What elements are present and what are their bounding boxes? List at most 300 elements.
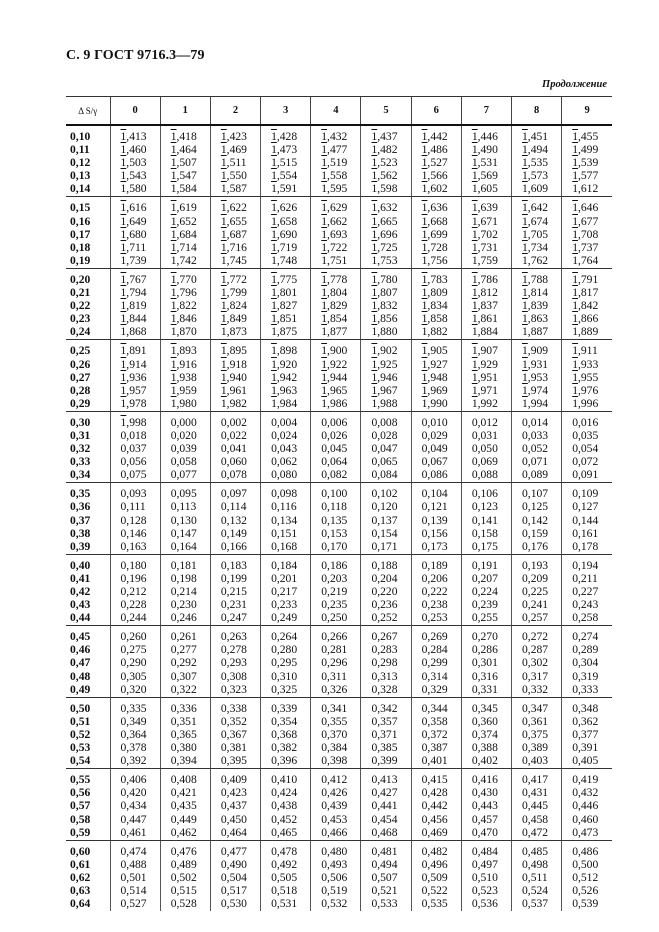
table-value: 1,662 bbox=[321, 214, 348, 228]
negative-characteristic: 1 bbox=[471, 383, 478, 397]
table-row-group bbox=[66, 268, 612, 339]
negative-characteristic: 1 bbox=[170, 143, 177, 157]
table-value: 0,476 bbox=[170, 844, 197, 858]
negative-characteristic: 1 bbox=[271, 201, 277, 215]
table-value: 0,470 bbox=[471, 825, 498, 839]
table-value: 0,064 bbox=[321, 455, 348, 469]
table-value: 0,132 bbox=[220, 513, 247, 527]
table-value: 0,173 bbox=[421, 539, 448, 553]
negative-characteristic: 1 bbox=[170, 396, 177, 410]
table-value: 0,004 bbox=[271, 415, 298, 429]
negative-characteristic: 1 bbox=[371, 299, 378, 313]
table-value: 0,247 bbox=[220, 611, 247, 625]
table-value: 0,217 bbox=[271, 585, 298, 598]
table-value: 0,385 bbox=[371, 741, 398, 755]
table-value: 1,877 bbox=[321, 325, 348, 339]
table-value: 0,114 bbox=[220, 500, 247, 514]
table-value: 0,438 bbox=[271, 799, 298, 813]
table-value: 0,535 bbox=[421, 897, 448, 911]
table-value: 0,209 bbox=[522, 571, 549, 585]
table-value: 0,368 bbox=[271, 727, 298, 741]
negative-characteristic: 1 bbox=[471, 370, 478, 384]
table-value: 0,333 bbox=[572, 682, 599, 696]
negative-characteristic: 1 bbox=[120, 370, 127, 384]
table-value: 0,406 bbox=[120, 773, 147, 787]
negative-characteristic: 1 bbox=[471, 143, 478, 157]
table-value: 0,348 bbox=[572, 701, 599, 715]
table-value: 0,127 bbox=[572, 500, 599, 514]
table-value: 1,719 bbox=[271, 240, 298, 254]
negative-characteristic: 1 bbox=[421, 130, 428, 143]
table-value: 1,629 bbox=[321, 201, 348, 215]
table-value: 0,293 bbox=[220, 656, 247, 670]
table-value: 1,778 bbox=[321, 272, 348, 286]
negative-characteristic: 1 bbox=[421, 240, 428, 254]
table-value: 0,396 bbox=[271, 754, 298, 768]
table-value: 0,298 bbox=[371, 656, 398, 670]
negative-characteristic: 1 bbox=[371, 169, 378, 183]
value-cell bbox=[311, 697, 361, 768]
table-value: 0,252 bbox=[371, 611, 398, 625]
negative-characteristic: 1 bbox=[471, 240, 478, 254]
negative-characteristic: 1 bbox=[421, 299, 428, 313]
table-value: 1,812 bbox=[471, 286, 498, 300]
table-value: 1,432 bbox=[321, 130, 348, 143]
negative-characteristic: 1 bbox=[522, 169, 528, 183]
table-value: 1,716 bbox=[220, 240, 247, 254]
value-cell bbox=[261, 411, 311, 482]
negative-characteristic: 1 bbox=[220, 286, 227, 300]
negative-characteristic: 1 bbox=[220, 214, 227, 228]
negative-characteristic: 1 bbox=[371, 130, 378, 143]
table-value: 0,230 bbox=[170, 598, 197, 612]
value-cell bbox=[261, 840, 311, 911]
table-value: 0,365 bbox=[170, 727, 197, 741]
table-value: 0,536 bbox=[471, 897, 498, 911]
table-value: 0,091 bbox=[572, 468, 599, 482]
negative-characteristic: 1 bbox=[271, 130, 277, 143]
table-value: 1,413 bbox=[120, 130, 147, 143]
negative-characteristic: 1 bbox=[522, 299, 528, 313]
value-cell bbox=[562, 125, 612, 197]
table-value: 1,946 bbox=[371, 370, 398, 384]
table-value: 0,263 bbox=[220, 630, 247, 644]
negative-characteristic: 1 bbox=[572, 130, 578, 143]
table-value: 0,445 bbox=[522, 799, 549, 813]
table-value: 0,250 bbox=[321, 611, 348, 625]
row-key: 0,49 bbox=[70, 682, 91, 696]
table-value: 0,325 bbox=[271, 682, 298, 696]
column-header: 7 bbox=[461, 97, 511, 126]
negative-characteristic: 1 bbox=[170, 253, 177, 267]
value-cell bbox=[361, 483, 411, 554]
table-value: 1,764 bbox=[572, 253, 599, 267]
table-value: 0,228 bbox=[120, 598, 147, 612]
table-value: 0,181 bbox=[170, 558, 197, 572]
negative-characteristic: 1 bbox=[572, 201, 578, 215]
table-value: 0,219 bbox=[321, 585, 348, 598]
table-value: 0,116 bbox=[271, 500, 297, 514]
table-value: 1,794 bbox=[120, 286, 147, 300]
negative-characteristic: 1 bbox=[120, 169, 127, 183]
row-key: 0,20 bbox=[70, 272, 91, 286]
negative-characteristic: 1 bbox=[220, 253, 227, 267]
negative-characteristic: 1 bbox=[421, 227, 428, 241]
negative-characteristic: 1 bbox=[522, 286, 528, 300]
table-value: 0,462 bbox=[170, 825, 197, 839]
negative-characteristic: 1 bbox=[471, 312, 478, 326]
table-value: 1,550 bbox=[220, 169, 247, 183]
negative-characteristic: 1 bbox=[522, 156, 528, 170]
column-header: 6 bbox=[411, 97, 461, 126]
negative-characteristic: 1 bbox=[471, 286, 478, 300]
table-value: 0,238 bbox=[421, 598, 448, 612]
negative-characteristic: 1 bbox=[421, 396, 428, 410]
table-value: 0,478 bbox=[271, 844, 298, 858]
negative-characteristic: 1 bbox=[371, 286, 378, 300]
negative-characteristic: 1 bbox=[572, 357, 578, 371]
negative-characteristic: 1 bbox=[421, 253, 428, 267]
table-value: 0,244 bbox=[120, 611, 147, 625]
table-value: 1,490 bbox=[471, 143, 498, 157]
table-value: 0,377 bbox=[572, 727, 599, 741]
table-value: 0,161 bbox=[572, 526, 599, 540]
table-value: 0,095 bbox=[170, 487, 197, 501]
table-value: 0,139 bbox=[421, 513, 448, 527]
table-value: 0,492 bbox=[271, 857, 298, 871]
table-value: 0,000 bbox=[170, 415, 197, 429]
table-value: 0,352 bbox=[220, 714, 247, 728]
negative-characteristic: 1 bbox=[471, 272, 478, 286]
table-value: 0,354 bbox=[271, 714, 298, 728]
value-cell bbox=[562, 626, 612, 697]
column-header: 8 bbox=[512, 97, 562, 126]
table-value: 0,457 bbox=[471, 812, 498, 826]
negative-characteristic: 1 bbox=[471, 227, 478, 241]
table-value: 0,389 bbox=[522, 741, 549, 755]
table-value: 1,882 bbox=[421, 325, 448, 339]
negative-characteristic: 1 bbox=[572, 143, 578, 157]
negative-characteristic: 1 bbox=[371, 312, 378, 326]
table-value: 0,339 bbox=[271, 701, 298, 715]
table-value: 1,428 bbox=[271, 130, 298, 143]
table-value: 0,510 bbox=[471, 870, 498, 884]
value-cell bbox=[311, 840, 361, 911]
table-value: 0,518 bbox=[271, 883, 298, 897]
value-cell bbox=[110, 197, 160, 268]
table-value: 0,460 bbox=[572, 812, 599, 826]
value-cell bbox=[562, 483, 612, 554]
table-value: 1,539 bbox=[572, 156, 599, 170]
table-value: 0,147 bbox=[170, 526, 197, 540]
value-cell bbox=[411, 483, 461, 554]
table-value: 0,292 bbox=[170, 656, 197, 670]
table-value: 1,801 bbox=[271, 286, 298, 300]
table-value: 0,267 bbox=[371, 630, 398, 644]
table-value: 1,728 bbox=[421, 240, 448, 254]
negative-characteristic: 1 bbox=[321, 272, 328, 286]
table-value: 1,893 bbox=[170, 344, 197, 358]
negative-characteristic: 1 bbox=[120, 156, 127, 170]
table-value: 0,307 bbox=[170, 669, 197, 683]
table-value: 1,714 bbox=[170, 240, 197, 254]
row-key: 0,14 bbox=[70, 182, 91, 196]
table-value: 1,948 bbox=[421, 370, 448, 384]
value-cell bbox=[261, 340, 311, 411]
row-key: 0,22 bbox=[70, 299, 91, 313]
table-value: 0,180 bbox=[120, 558, 147, 572]
table-value: 1,809 bbox=[421, 286, 448, 300]
negative-characteristic: 1 bbox=[271, 299, 277, 313]
table-value: 0,473 bbox=[572, 825, 599, 839]
negative-characteristic: 1 bbox=[471, 182, 478, 196]
negative-characteristic: 1 bbox=[120, 383, 127, 397]
value-cell bbox=[361, 554, 411, 625]
value-cell bbox=[461, 268, 511, 339]
table-value: 0,277 bbox=[170, 643, 197, 657]
negative-characteristic: 1 bbox=[522, 227, 528, 241]
negative-characteristic: 1 bbox=[321, 253, 328, 267]
table-value: 0,255 bbox=[471, 611, 498, 625]
table-value: 0,220 bbox=[371, 585, 398, 598]
table-value: 1,994 bbox=[522, 396, 549, 410]
negative-characteristic: 1 bbox=[170, 169, 177, 183]
table-value: 0,071 bbox=[522, 455, 549, 469]
negative-characteristic: 1 bbox=[421, 383, 428, 397]
table-value: 1,655 bbox=[220, 214, 247, 228]
table-value: 1,929 bbox=[471, 357, 498, 371]
table-value: 1,605 bbox=[471, 182, 498, 196]
table-value: 0,102 bbox=[371, 487, 398, 501]
table-value: 1,875 bbox=[271, 325, 298, 339]
negative-characteristic: 1 bbox=[220, 130, 227, 143]
table-value: 0,332 bbox=[522, 682, 549, 696]
table-value: 1,944 bbox=[321, 370, 348, 384]
value-cell bbox=[160, 197, 210, 268]
negative-characteristic: 1 bbox=[170, 344, 177, 358]
value-cell bbox=[411, 840, 461, 911]
row-key: 0,11 bbox=[70, 143, 90, 157]
negative-characteristic: 1 bbox=[572, 286, 578, 300]
table-value: 1,711 bbox=[120, 240, 147, 254]
table-value: 0,134 bbox=[271, 513, 298, 527]
negative-characteristic: 1 bbox=[220, 143, 227, 157]
table-value: 1,822 bbox=[170, 299, 197, 313]
table-value: 0,093 bbox=[120, 487, 147, 501]
negative-characteristic: 1 bbox=[371, 370, 378, 384]
negative-characteristic: 1 bbox=[120, 240, 127, 254]
table-value: 0,037 bbox=[120, 442, 147, 456]
table-value: 1,889 bbox=[572, 325, 599, 339]
table-value: 0,212 bbox=[120, 585, 147, 598]
table-value: 0,522 bbox=[421, 883, 448, 897]
table-value: 0,328 bbox=[371, 682, 398, 696]
row-key: 0,10 bbox=[70, 130, 91, 143]
negative-characteristic: 1 bbox=[572, 227, 578, 241]
table-value: 0,151 bbox=[271, 526, 298, 540]
table-value: 1,658 bbox=[271, 214, 298, 228]
value-cell bbox=[160, 125, 210, 197]
table-value: 0,264 bbox=[271, 630, 298, 644]
negative-characteristic: 1 bbox=[321, 312, 328, 326]
table-value: 1,725 bbox=[371, 240, 398, 254]
negative-characteristic: 1 bbox=[120, 312, 127, 326]
table-value: 0,416 bbox=[471, 773, 498, 787]
table-value: 0,521 bbox=[371, 883, 398, 897]
table-value: 1,674 bbox=[522, 214, 549, 228]
table-value: 0,275 bbox=[120, 643, 147, 657]
table-value: 0,399 bbox=[371, 754, 398, 768]
negative-characteristic: 1 bbox=[170, 312, 177, 326]
table-value: 1,737 bbox=[572, 240, 599, 254]
table-value: 0,104 bbox=[421, 487, 448, 501]
row-key: 0,39 bbox=[70, 539, 91, 553]
row-key: 0,38 bbox=[70, 526, 91, 540]
table-value: 1,527 bbox=[421, 156, 448, 170]
negative-characteristic: 1 bbox=[120, 143, 127, 157]
table-value: 1,807 bbox=[371, 286, 398, 300]
value-cell bbox=[562, 769, 612, 840]
table-value: 1,690 bbox=[271, 227, 298, 241]
negative-characteristic: 1 bbox=[471, 344, 478, 358]
table-value: 1,861 bbox=[471, 312, 498, 326]
table-value: 0,072 bbox=[572, 455, 599, 469]
table-value: 1,602 bbox=[421, 182, 448, 196]
table-value: 0,062 bbox=[271, 455, 298, 469]
negative-characteristic: 1 bbox=[321, 169, 328, 183]
row-key: 0,36 bbox=[70, 500, 91, 514]
negative-characteristic: 1 bbox=[572, 156, 578, 170]
table-value: 0,272 bbox=[522, 630, 549, 644]
negative-characteristic: 1 bbox=[321, 214, 328, 228]
table-value: 1,598 bbox=[371, 182, 398, 196]
negative-characteristic: 1 bbox=[371, 227, 378, 241]
table-value: 0,384 bbox=[321, 741, 348, 755]
table-value: 0,515 bbox=[170, 883, 197, 897]
table-value: 1,909 bbox=[522, 344, 549, 358]
table-value: 0,355 bbox=[321, 714, 348, 728]
value-cell bbox=[210, 840, 260, 911]
table-value: 0,168 bbox=[271, 539, 298, 553]
row-key: 0,53 bbox=[70, 741, 91, 755]
table-value: 0,392 bbox=[120, 754, 147, 768]
table-value: 0,069 bbox=[471, 455, 498, 469]
table-value: 0,387 bbox=[421, 741, 448, 755]
row-key-cell bbox=[66, 554, 110, 625]
table-value: 1,543 bbox=[120, 169, 147, 183]
row-key: 0,31 bbox=[70, 428, 91, 442]
negative-characteristic: 1 bbox=[371, 272, 378, 286]
table-value: 1,922 bbox=[321, 357, 348, 371]
table-value: 0,505 bbox=[271, 870, 298, 884]
table-value: 1,580 bbox=[120, 182, 147, 196]
table-value: 1,967 bbox=[371, 383, 398, 397]
table-value: 1,612 bbox=[572, 182, 599, 196]
negative-characteristic: 1 bbox=[421, 156, 428, 170]
negative-characteristic: 1 bbox=[220, 240, 227, 254]
table-value: 0,125 bbox=[522, 500, 549, 514]
negative-characteristic: 1 bbox=[572, 169, 578, 183]
table-value: 0,443 bbox=[471, 799, 498, 813]
negative-characteristic: 1 bbox=[371, 182, 378, 196]
table-value: 1,992 bbox=[471, 396, 498, 410]
table-value: 0,284 bbox=[421, 643, 448, 657]
table-value: 1,619 bbox=[170, 201, 197, 215]
value-cell bbox=[110, 626, 160, 697]
value-cell bbox=[160, 769, 210, 840]
negative-characteristic: 1 bbox=[271, 214, 277, 228]
table-value: 0,358 bbox=[421, 714, 448, 728]
value-cell bbox=[110, 340, 160, 411]
table-value: 1,891 bbox=[120, 344, 147, 358]
table-value: 0,394 bbox=[170, 754, 197, 768]
negative-characteristic: 1 bbox=[220, 299, 227, 313]
negative-characteristic: 1 bbox=[271, 253, 277, 267]
value-cell bbox=[311, 197, 361, 268]
negative-characteristic: 1 bbox=[120, 227, 127, 241]
table-value: 1,677 bbox=[572, 214, 599, 228]
table-value: 0,533 bbox=[371, 897, 398, 911]
value-cell bbox=[160, 840, 210, 911]
row-key-cell bbox=[66, 411, 110, 482]
negative-characteristic: 1 bbox=[170, 130, 177, 143]
table-value: 0,270 bbox=[471, 630, 498, 644]
table-value: 1,464 bbox=[170, 143, 197, 157]
table-value: 1,844 bbox=[120, 312, 147, 326]
table-value: 0,423 bbox=[220, 786, 247, 800]
table-value: 0,371 bbox=[371, 727, 398, 741]
table-value: 0,043 bbox=[271, 442, 298, 456]
row-key: 0,52 bbox=[70, 727, 91, 741]
table-value: 0,532 bbox=[321, 897, 348, 911]
value-cell bbox=[261, 769, 311, 840]
table-value: 0,078 bbox=[220, 468, 247, 482]
negative-characteristic: 1 bbox=[471, 396, 478, 410]
table-value: 0,100 bbox=[321, 487, 348, 501]
table-value: 1,753 bbox=[371, 253, 398, 267]
table-value: 1,936 bbox=[120, 370, 147, 384]
negative-characteristic: 1 bbox=[572, 299, 578, 313]
table-value: 0,480 bbox=[321, 844, 348, 858]
table-value: 1,870 bbox=[170, 325, 197, 339]
table-value: 0,225 bbox=[522, 585, 549, 598]
table-value: 0,382 bbox=[271, 741, 298, 755]
table-value: 0,319 bbox=[572, 669, 599, 683]
table-value: 0,456 bbox=[421, 812, 448, 826]
value-cell bbox=[210, 340, 260, 411]
value-cell bbox=[210, 554, 260, 625]
table-value: 0,156 bbox=[421, 526, 448, 540]
value-cell bbox=[562, 340, 612, 411]
table-value: 0,047 bbox=[371, 442, 398, 456]
table-value: 1,783 bbox=[421, 272, 448, 286]
table-value: 0,137 bbox=[371, 513, 398, 527]
table-value: 0,420 bbox=[120, 786, 147, 800]
table-value: 0,381 bbox=[220, 741, 247, 755]
table-value: 1,775 bbox=[271, 272, 298, 286]
row-key: 0,13 bbox=[70, 169, 91, 183]
value-cell bbox=[210, 483, 260, 554]
negative-characteristic: 1 bbox=[220, 227, 227, 241]
table-value: 0,022 bbox=[220, 428, 247, 442]
table-value: 0,486 bbox=[572, 844, 599, 858]
table-value: 1,791 bbox=[572, 272, 599, 286]
table-value: 0,260 bbox=[120, 630, 147, 644]
table-value: 1,849 bbox=[220, 312, 247, 326]
table-value: 0,458 bbox=[522, 812, 549, 826]
value-cell bbox=[210, 626, 260, 697]
value-cell bbox=[361, 125, 411, 197]
